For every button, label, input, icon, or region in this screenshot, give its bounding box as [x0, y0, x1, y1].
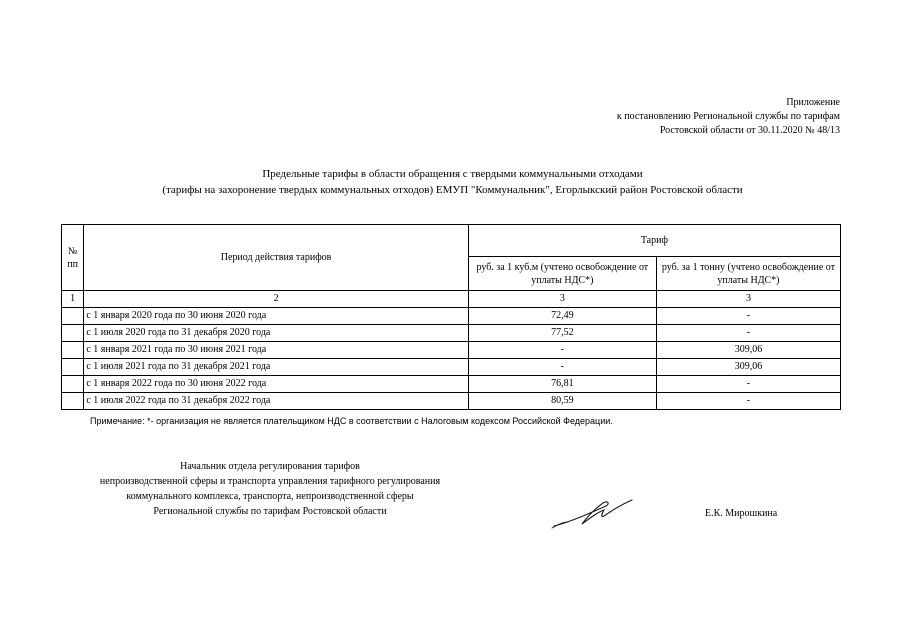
- index-cell: 1: [62, 291, 84, 308]
- signer-title: [60, 459, 480, 519]
- table-row: [62, 342, 841, 359]
- row-period: с 1 июля 2021 года по 31 декабря 2021 года: [84, 359, 468, 376]
- row-period: с 1 января 2020 года по 30 июня 2020 года: [84, 308, 468, 325]
- index-cell: 2: [84, 291, 468, 308]
- table-row: [62, 308, 841, 325]
- row-per-ton: -: [656, 325, 840, 342]
- table-row: [62, 325, 841, 342]
- row-per-m3: 77,52: [468, 325, 656, 342]
- row-number: [62, 393, 84, 410]
- appendix-line: Приложение: [786, 97, 840, 108]
- column-header-tariff: Тариф: [468, 225, 840, 257]
- document-title: [0, 166, 905, 198]
- row-number: [62, 359, 84, 376]
- handwritten-signature: [548, 492, 638, 532]
- column-header-number: [62, 225, 84, 291]
- row-per-ton: -: [656, 393, 840, 410]
- column-header-per-m3: руб. за 1 куб.м (учтено освобождение от уплаты НДС*): [468, 257, 656, 291]
- row-per-ton: 309,06: [656, 342, 840, 359]
- number-header-line: №: [67, 245, 78, 257]
- signer-title-line: непроизводственной сферы и транспорта управления тарифного регулирования: [99, 476, 441, 487]
- row-number: [62, 325, 84, 342]
- row-period: с 1 июля 2020 года по 31 декабря 2020 года: [84, 325, 468, 342]
- row-period: с 1 января 2022 года по 30 июня 2022 года: [84, 376, 468, 393]
- row-period: с 1 января 2021 года по 30 июня 2021 года: [84, 342, 468, 359]
- signer-title-line: Начальник отдела регулирования тарифов: [180, 461, 360, 472]
- row-number: [62, 342, 84, 359]
- appendix-line: к постановлению Региональной службы по тарифам: [616, 111, 840, 122]
- row-per-m3: -: [468, 359, 656, 376]
- row-per-m3: 80,59: [468, 393, 656, 410]
- footnote: Примечание: *- организация не является плательщиком НДС в соответствии с Налоговым кодексом Российской Федерации.: [90, 416, 613, 426]
- signer-title-line: коммунального комплекса, транспорта, непроизводственной сферы: [126, 491, 414, 502]
- title-line: (тарифы на захоронение твердых коммунальных отходов) ЕМУП "Коммунальник", Егорлыкский район Ростовской области: [162, 184, 743, 196]
- index-cell: 3: [656, 291, 840, 308]
- row-period: с 1 июля 2022 года по 31 декабря 2022 года: [84, 393, 468, 410]
- table-row: [62, 393, 841, 410]
- appendix-line: Ростовской области от 30.11.2020 № 48/13: [659, 125, 840, 136]
- row-per-ton: 309,06: [656, 359, 840, 376]
- row-number: [62, 376, 84, 393]
- signer-name: Е.К. Мирошкина: [705, 508, 778, 519]
- row-per-m3: 76,81: [468, 376, 656, 393]
- signer-title-line: Региональной службы по тарифам Ростовской области: [153, 506, 387, 517]
- title-line: Предельные тарифы в области обращения с твердыми коммунальными отходами: [262, 168, 643, 180]
- row-per-m3: 72,49: [468, 308, 656, 325]
- row-per-m3: -: [468, 342, 656, 359]
- table-row: [62, 376, 841, 393]
- table-row: [62, 359, 841, 376]
- index-row: [62, 291, 841, 308]
- column-header-period: Период действия тарифов: [84, 225, 468, 291]
- number-header-line: пп: [67, 258, 79, 270]
- row-number: [62, 308, 84, 325]
- index-cell: 3: [468, 291, 656, 308]
- tariff-table: [61, 224, 841, 410]
- column-header-per-ton: руб. за 1 тонну (учтено освобождение от уплаты НДС*): [656, 257, 840, 291]
- row-per-ton: -: [656, 308, 840, 325]
- appendix-header: [617, 96, 840, 138]
- row-per-ton: -: [656, 376, 840, 393]
